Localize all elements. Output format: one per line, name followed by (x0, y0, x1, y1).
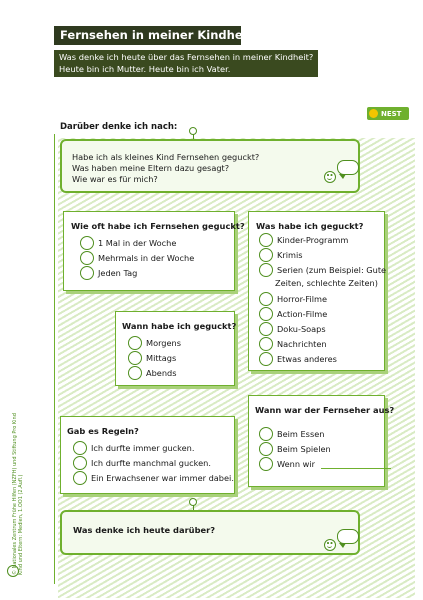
option-label: Horror-Filme (277, 294, 328, 304)
subtitle-line-1: Was denke ich heute über das Fernsehen in meiner Kindheit? (59, 52, 314, 62)
radio-circle-icon[interactable] (128, 366, 142, 380)
option-tv-off-3[interactable] (259, 457, 391, 471)
option-what-4[interactable] (259, 292, 327, 306)
credit-line-2: Kind und Eltern: Medien, 1.OO1 (2.Aufl.) (18, 474, 24, 575)
option-label: Jeden Tag (98, 268, 138, 278)
top-question-line-1: Habe ich als kleines Kind Fernsehen geguckt? (72, 152, 260, 162)
option-what-3[interactable] (259, 263, 386, 277)
pin-icon (189, 127, 197, 135)
option-how-often-1[interactable] (80, 236, 176, 250)
page-title: Fernsehen in meiner Kindheit (60, 28, 253, 42)
option-when-1[interactable] (128, 336, 181, 350)
option-label: Mehrmals in der Woche (98, 253, 195, 263)
option-label: Morgens (146, 338, 181, 348)
top-question-line-3: Wie war es für mich? (72, 174, 158, 184)
option-how-often-3[interactable] (80, 266, 137, 280)
radio-circle-icon[interactable] (80, 266, 94, 280)
radio-circle-icon[interactable] (259, 442, 273, 456)
option-label: Zeiten, schlechte Zeiten) (275, 278, 378, 288)
option-how-often-2[interactable] (80, 251, 194, 265)
option-what-6[interactable] (259, 322, 326, 336)
subtitle-line-2: Heute bin ich Mutter. Heute bin ich Vater. (59, 64, 231, 74)
option-label: Beim Essen (277, 429, 325, 439)
radio-circle-icon[interactable] (259, 427, 273, 441)
option-when-2[interactable] (128, 351, 176, 365)
radio-circle-icon[interactable] (80, 251, 94, 265)
option-what-3-continued (275, 278, 378, 288)
bottom-question: Was denke ich heute darüber? (73, 525, 216, 535)
option-tv-off-1[interactable] (259, 427, 324, 441)
option-tv-off-2[interactable] (259, 442, 331, 456)
option-label: Etwas anderes (277, 354, 337, 364)
option-label: Wenn wir (277, 459, 315, 469)
option-what-8[interactable] (259, 352, 337, 366)
top-question-line-2: Was haben meine Eltern dazu gesagt? (72, 163, 230, 173)
option-label: Ich durfte immer gucken. (91, 443, 195, 453)
speech-bubble-icon (337, 160, 359, 175)
when-watched-title: Wann habe ich geguckt? (122, 321, 237, 331)
option-when-3[interactable] (128, 366, 177, 380)
option-label: Nachrichten (277, 339, 327, 349)
radio-circle-icon[interactable] (73, 471, 87, 485)
option-label: Serien (zum Beispiel: Gute (277, 265, 387, 275)
radio-circle-icon[interactable] (259, 307, 273, 321)
option-label: Abends (146, 368, 177, 378)
radio-circle-icon[interactable] (259, 352, 273, 366)
speech-bubble-icon (337, 529, 359, 544)
radio-circle-icon[interactable] (259, 263, 273, 277)
option-label: Ein Erwachsener war immer dabei. (91, 473, 234, 483)
radio-circle-icon[interactable] (259, 337, 273, 351)
left-divider (54, 134, 55, 584)
option-what-7[interactable] (259, 337, 327, 351)
smiley-icon (324, 539, 336, 551)
radio-circle-icon[interactable] (128, 351, 142, 365)
logo-text: NEST (381, 109, 402, 118)
option-what-2[interactable] (259, 248, 303, 262)
radio-circle-icon[interactable] (73, 441, 87, 455)
credit-line-1: © Nationales Zentrum Frühe Hilfen (NZFH) und Stiftung Pro Kind (12, 413, 18, 575)
option-rules-3[interactable] (73, 471, 234, 485)
how-often-title: Wie oft habe ich Fernsehen geguckt? (71, 221, 245, 231)
option-what-1[interactable] (259, 233, 348, 247)
option-label: Doku-Soaps (277, 324, 326, 334)
option-label: Mittags (146, 353, 177, 363)
radio-circle-icon[interactable] (259, 292, 273, 306)
radio-circle-icon[interactable] (259, 457, 273, 471)
radio-circle-icon[interactable] (73, 456, 87, 470)
radio-circle-icon[interactable] (128, 336, 142, 350)
radio-circle-icon[interactable] (80, 236, 94, 250)
option-rules-2[interactable] (73, 456, 211, 470)
option-what-5[interactable] (259, 307, 327, 321)
sun-icon (369, 109, 378, 118)
radio-circle-icon[interactable] (259, 248, 273, 262)
smiley-icon (324, 171, 336, 183)
subtitle-block (54, 50, 318, 77)
radio-circle-icon[interactable] (259, 322, 273, 336)
option-label: Action-Filme (277, 309, 328, 319)
section-heading: Darüber denke ich nach: (60, 122, 178, 132)
what-watched-title: Was habe ich geguckt? (256, 221, 364, 231)
write-in-line[interactable] (321, 459, 391, 469)
nest-logo (367, 107, 409, 120)
tv-off-title: Wann war der Fernseher aus? (255, 405, 395, 415)
option-label: Ich durfte manchmal gucken. (91, 458, 211, 468)
option-label: 1 Mal in der Woche (98, 238, 177, 248)
radio-circle-icon[interactable] (259, 233, 273, 247)
option-label: Krimis (277, 250, 303, 260)
option-rules-1[interactable] (73, 441, 194, 455)
pin-icon (189, 498, 197, 506)
option-label: Beim Spielen (277, 444, 331, 454)
credit-text (12, 413, 24, 575)
option-label: Kinder-Programm (277, 235, 349, 245)
rules-title: Gab es Regeln? (67, 426, 139, 436)
